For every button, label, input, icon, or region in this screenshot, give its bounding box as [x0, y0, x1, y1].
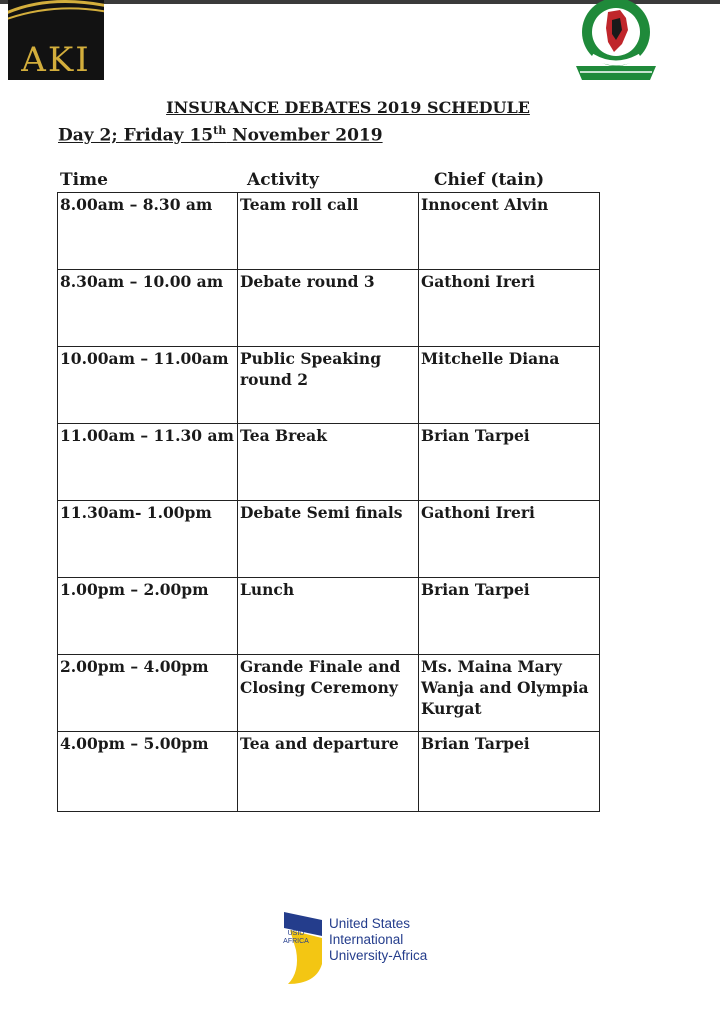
time-cell: 10.00am – 11.00am [58, 347, 238, 424]
date-prefix: Day 2; Friday 15 [58, 125, 214, 146]
chief-cell: Brian Tarpei [418, 424, 599, 501]
time-cell: 11.00am – 11.30 am [58, 424, 238, 501]
schedule-table [57, 192, 600, 812]
column-header-activity: Activity [247, 170, 319, 190]
time-cell: 8.30am – 10.00 am [58, 270, 238, 347]
activity-cell: Tea Break [237, 424, 418, 501]
usiu-shield-icon [282, 910, 326, 988]
chief-cell: Ms. Maina Mary Wanja and Olympia Kurgat [418, 655, 599, 732]
activity-cell: Team roll call [237, 193, 418, 270]
chief-cell: Gathoni Ireri [418, 501, 599, 578]
usiu-name [329, 916, 427, 964]
time-cell: 4.00pm – 5.00pm [58, 732, 238, 812]
activity-cell: Grande Finale and Closing Ceremony [237, 655, 418, 732]
usiu-logo [282, 910, 452, 990]
usiu-name-line: United States [329, 916, 411, 931]
chief-cell: Innocent Alvin [418, 193, 599, 270]
time-cell: 11.30am- 1.00pm [58, 501, 238, 578]
chief-cell: Gathoni Ireri [418, 270, 599, 347]
activity-cell: Debate Semi finals [237, 501, 418, 578]
activity-cell: Public Speaking round 2 [237, 347, 418, 424]
kenya-debate-council-seal-icon [570, 0, 662, 86]
table-row [58, 578, 600, 655]
date-suffix: November 2019 [226, 125, 383, 146]
aki-logo-text: AKI [21, 40, 91, 80]
aki-logo [8, 0, 104, 80]
table-row [58, 270, 600, 347]
activity-cell: Tea and departure [237, 732, 418, 812]
time-cell: 1.00pm – 2.00pm [58, 578, 238, 655]
column-header-time: Time [60, 170, 108, 190]
activity-cell: Lunch [237, 578, 418, 655]
activity-cell: Debate round 3 [237, 270, 418, 347]
date-ordinal-suffix: th [213, 124, 227, 137]
table-row [58, 732, 600, 812]
table-row [58, 501, 600, 578]
table-row [58, 347, 600, 424]
usiu-name-line: International [329, 932, 404, 947]
usiu-name-line: University-Africa [329, 948, 428, 963]
table-row [58, 655, 600, 732]
page-title: INSURANCE DEBATES 2019 SCHEDULE [166, 98, 530, 117]
table-row [58, 193, 600, 270]
table-row [58, 424, 600, 501]
chief-cell: Brian Tarpei [418, 578, 599, 655]
schedule-date [58, 120, 383, 147]
time-cell: 2.00pm – 4.00pm [58, 655, 238, 732]
column-header-chief: Chief (tain) [434, 170, 545, 190]
usiu-mark-text: USIU AFRICA [283, 930, 309, 945]
chief-cell: Brian Tarpei [418, 732, 599, 812]
time-cell: 8.00am – 8.30 am [58, 193, 238, 270]
chief-cell: Mitchelle Diana [418, 347, 599, 424]
